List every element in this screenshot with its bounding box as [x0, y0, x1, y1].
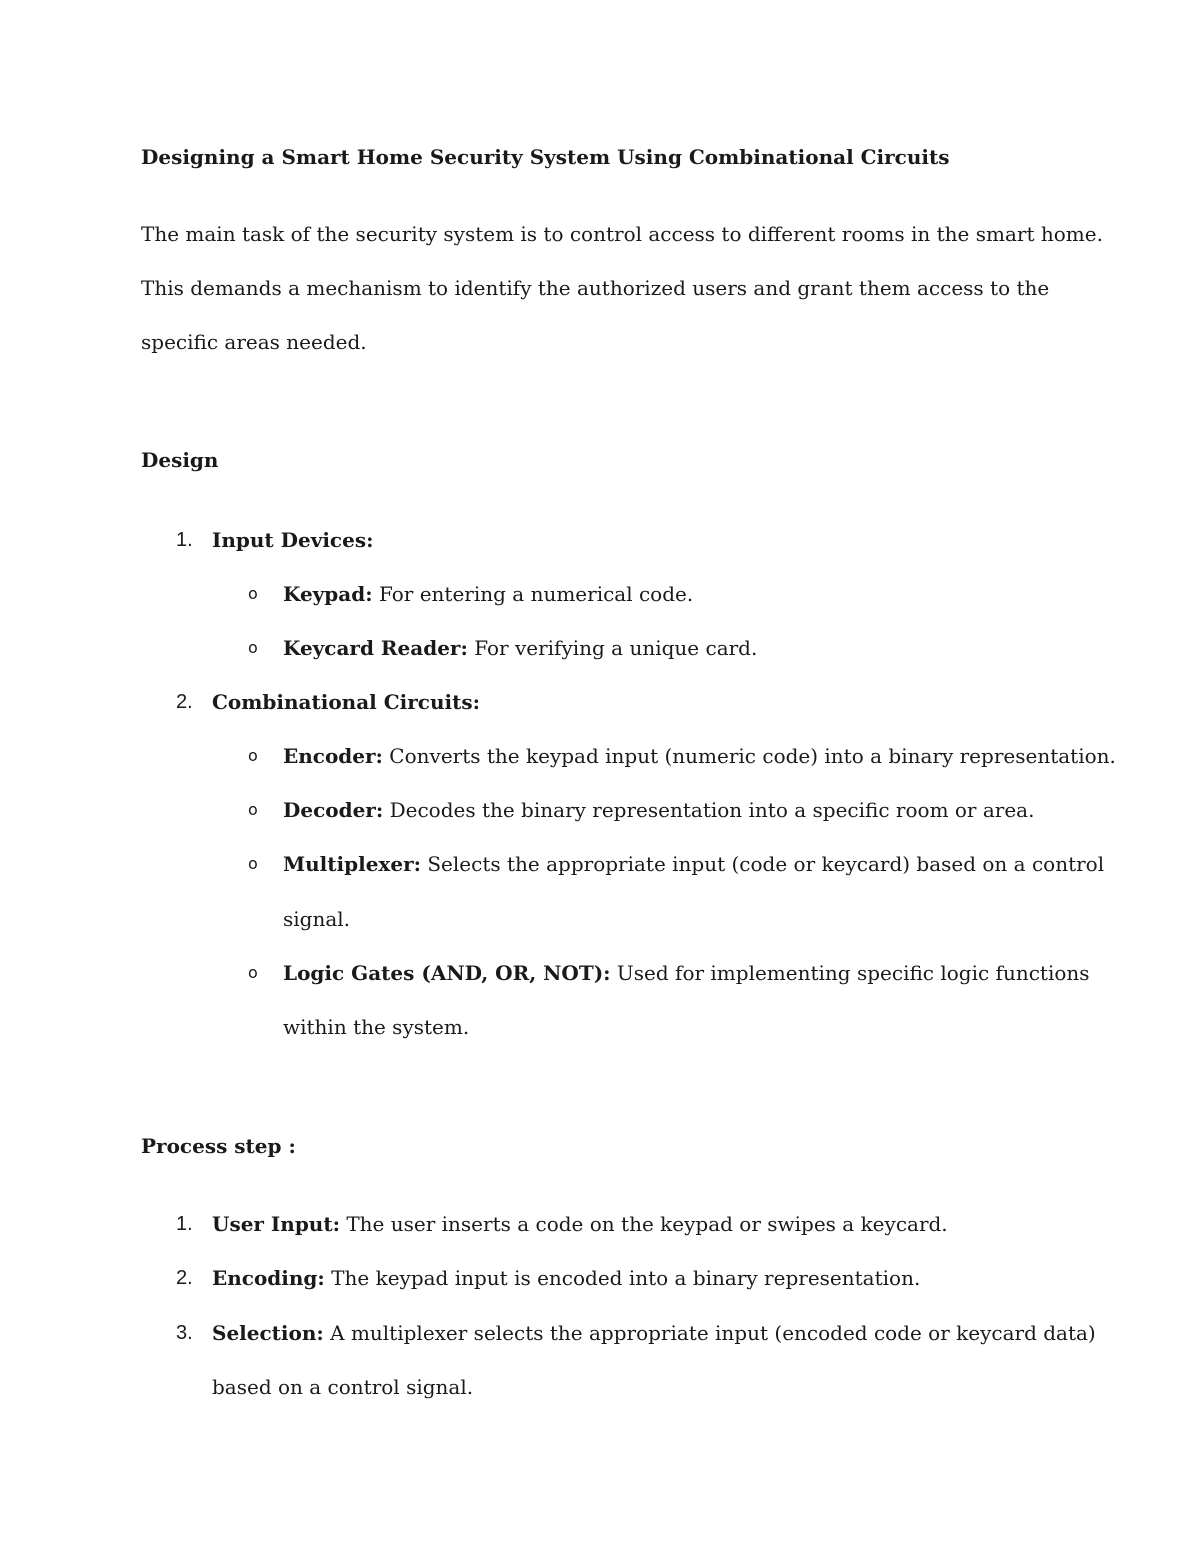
intro-line-1: The main task of the security system is to control access to different rooms in the smart home. — [141, 222, 1103, 246]
multiplexer-continuation: signal. — [283, 907, 351, 931]
process-step-2-number: 2. — [176, 1267, 193, 1289]
process-step-3-number: 3. — [176, 1322, 193, 1344]
bullet-icon: o — [248, 584, 258, 603]
design-subitem-logic-gates — [283, 960, 1090, 986]
design-subitem-keypad — [283, 581, 693, 607]
bullet-icon: o — [248, 638, 258, 657]
selection-continuation: based on a control signal. — [212, 1375, 474, 1399]
design-item-1-number: 1. — [176, 529, 193, 551]
design-heading: Design — [141, 448, 219, 472]
step-text: A multiplexer selects the appropriate input (encoded code or keycard data) — [323, 1321, 1096, 1345]
design-subitem-decoder — [283, 797, 1034, 823]
subitem-text: Decodes the binary representation into a specific room or area. — [383, 798, 1035, 822]
design-item-2-label: Combinational Circuits: — [212, 690, 480, 714]
subitem-text: For entering a numerical code. — [372, 582, 694, 606]
process-heading: Process step : — [141, 1134, 296, 1158]
logic-gates-continuation: within the system. — [283, 1015, 470, 1039]
design-subitem-encoder — [283, 743, 1116, 769]
bullet-icon: o — [248, 854, 258, 873]
subitem-label: Decoder: — [283, 798, 384, 822]
subitem-label: Keypad: — [283, 582, 373, 606]
step-label: User Input: — [212, 1212, 340, 1236]
subitem-text: Converts the keypad input (numeric code) into a binary representation. — [382, 744, 1116, 768]
subitem-label: Multiplexer: — [283, 852, 421, 876]
subitem-text: For verifying a unique card. — [467, 636, 758, 660]
step-label: Selection: — [212, 1321, 324, 1345]
subitem-text: Selects the appropriate input (code or keycard) based on a control — [421, 852, 1105, 876]
process-step-selection — [212, 1320, 1096, 1346]
subitem-label: Encoder: — [283, 744, 383, 768]
subitem-text: Used for implementing specific logic functions — [610, 961, 1090, 985]
subitem-label: Keycard Reader: — [283, 636, 468, 660]
intro-line-3: specific areas needed. — [141, 330, 367, 354]
subitem-label: Logic Gates (AND, OR, NOT): — [283, 961, 611, 985]
bullet-icon: o — [248, 963, 258, 982]
design-item-2-number: 2. — [176, 691, 193, 713]
step-text: The keypad input is encoded into a binary representation. — [324, 1266, 921, 1290]
intro-line-2: This demands a mechanism to identify the authorized users and grant them access to the — [141, 276, 1050, 300]
step-text: The user inserts a code on the keypad or swipes a keycard. — [339, 1212, 948, 1236]
bullet-icon: o — [248, 800, 258, 819]
design-subitem-keycard-reader — [283, 635, 757, 661]
bullet-icon: o — [248, 746, 258, 765]
process-step-1-number: 1. — [176, 1213, 193, 1235]
process-step-encoding — [212, 1265, 920, 1291]
document-title: Designing a Smart Home Security System Using Combinational Circuits — [141, 145, 950, 169]
process-step-user-input — [212, 1211, 948, 1237]
step-label: Encoding: — [212, 1266, 325, 1290]
design-subitem-multiplexer — [283, 851, 1104, 877]
design-item-1-label: Input Devices: — [212, 528, 374, 552]
